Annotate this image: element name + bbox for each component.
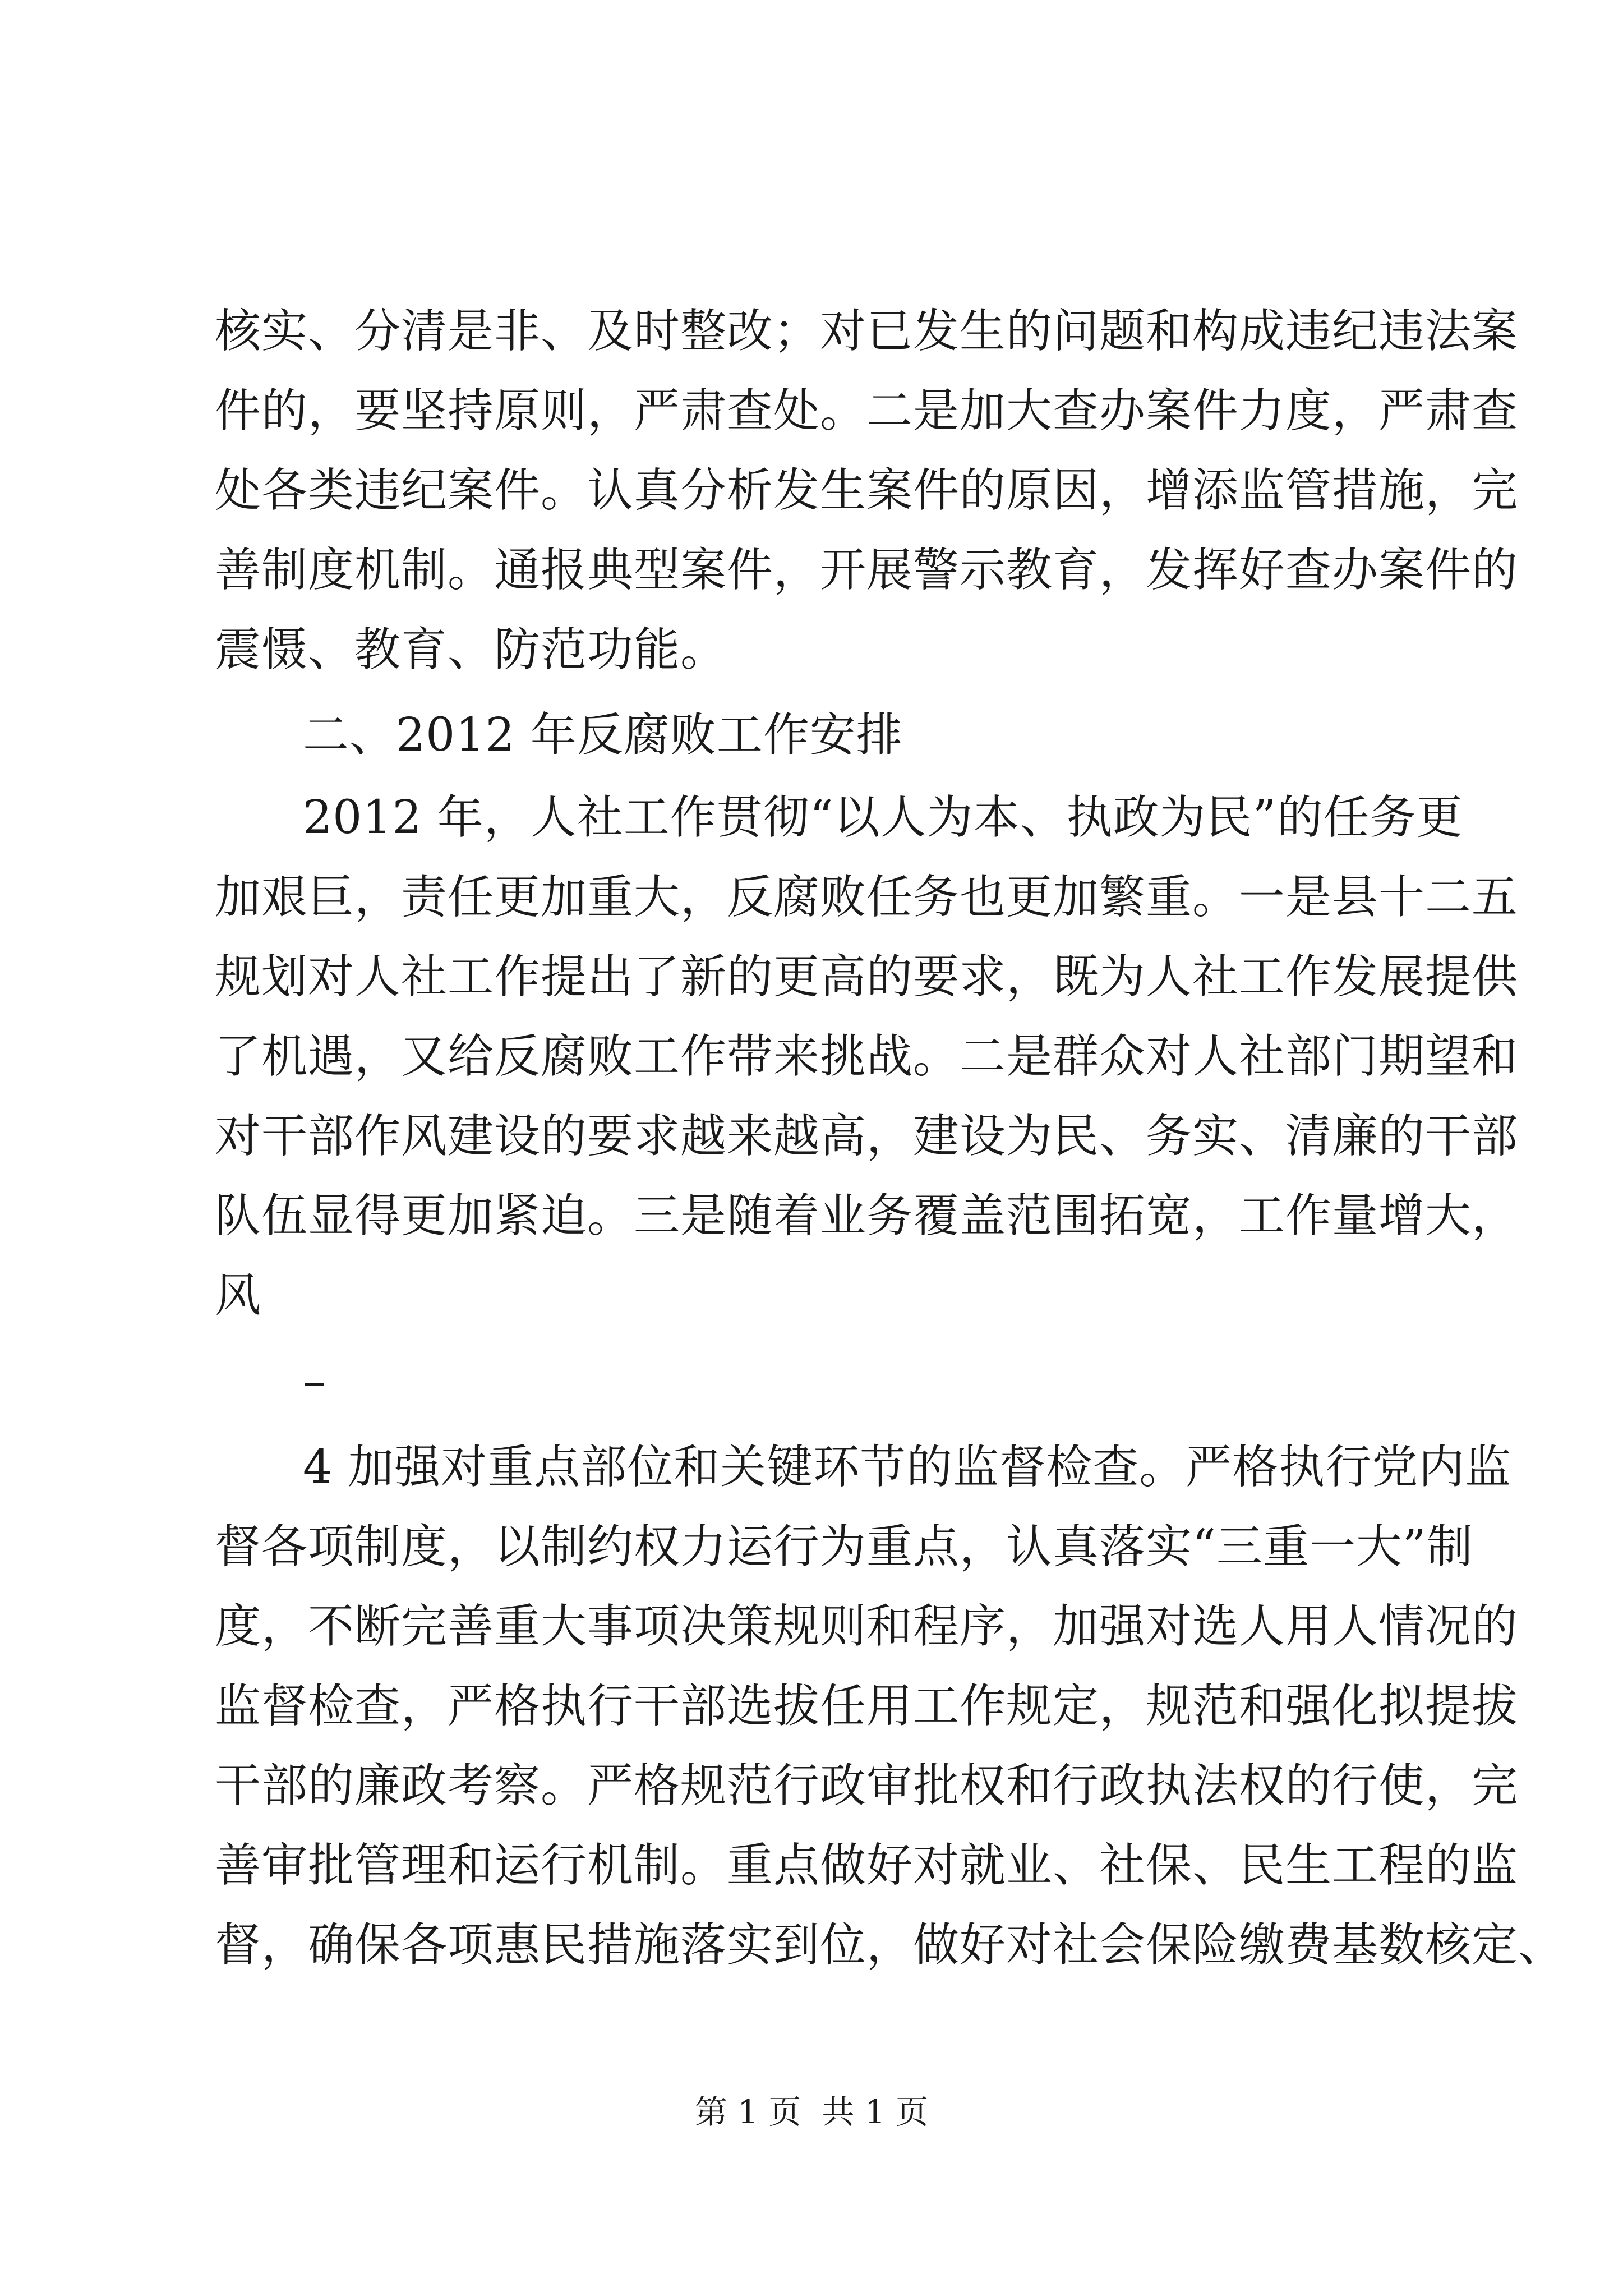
body-text-line: 度，不断完善重大事项决策规则和程序，加强对选人用人情况的 bbox=[215, 1600, 1519, 1653]
paragraph-first-line: 2012 年，人社工作贯彻“以人为本、执政为民”的任务更 bbox=[303, 791, 1463, 844]
page-footer: 第 1 页 共 1 页 bbox=[694, 2093, 929, 2131]
paragraph-first-line: 4 加强对重点部位和关键环节的监督检查。严格执行党内监 bbox=[303, 1441, 1512, 1494]
section-heading: 二、2012 年反腐败工作安排 bbox=[303, 708, 903, 762]
body-text-line: 震慑、教育、防范功能。 bbox=[215, 623, 727, 677]
body-text-line: 善制度机制。通报典型案件，开展警示教育，发挥好查办案件的 bbox=[215, 544, 1519, 597]
body-text-line: 队伍显得更加紧迫。三是随着业务覆盖范围拓宽，工作量增大， bbox=[215, 1189, 1519, 1243]
body-text-line: 对干部作风建设的要求越来越高，建设为民、务实、清廉的干部 bbox=[215, 1110, 1519, 1163]
body-text-line: 了机遇，又给反腐败工作带来挑战。二是群众对人社部门期望和 bbox=[215, 1030, 1519, 1083]
body-text-line: 督各项制度，以制约权力运行为重点，认真落实“三重一大”制 bbox=[215, 1520, 1473, 1573]
body-text-line: 善审批管理和运行机制。重点做好对就业、社保、民生工程的监 bbox=[215, 1839, 1519, 1892]
body-text-line: 核实、分清是非、及时整改；对已发生的问题和构成违纪违法案 bbox=[215, 305, 1519, 358]
body-text-line: 处各类违纪案件。认真分析发生案件的原因，增添监管措施，完 bbox=[215, 464, 1519, 517]
body-text-line: 督，确保各项惠民措施落实到位，做好对社会保险缴费基数核定、 bbox=[215, 1918, 1565, 1972]
body-text-line: 加艰巨，责任更加重大，反腐败任务也更加繁重。一是县十二五 bbox=[215, 871, 1519, 924]
body-text-line: 风 bbox=[215, 1269, 262, 1322]
body-text-line: 监督检查，严格执行干部选拔任用工作规定，规范和强化拟提拔 bbox=[215, 1680, 1519, 1733]
body-text-line: 件的，要坚持原则，严肃查处。二是加大查办案件力度，严肃查 bbox=[215, 384, 1519, 438]
separator-dash: – bbox=[303, 1355, 326, 1408]
body-text-line: 干部的廉政考察。严格规范行政审批权和行政执法权的行使，完 bbox=[215, 1759, 1519, 1812]
body-text-line: 规划对人社工作提出了新的更高的要求，既为人社工作发展提供 bbox=[215, 950, 1519, 1004]
